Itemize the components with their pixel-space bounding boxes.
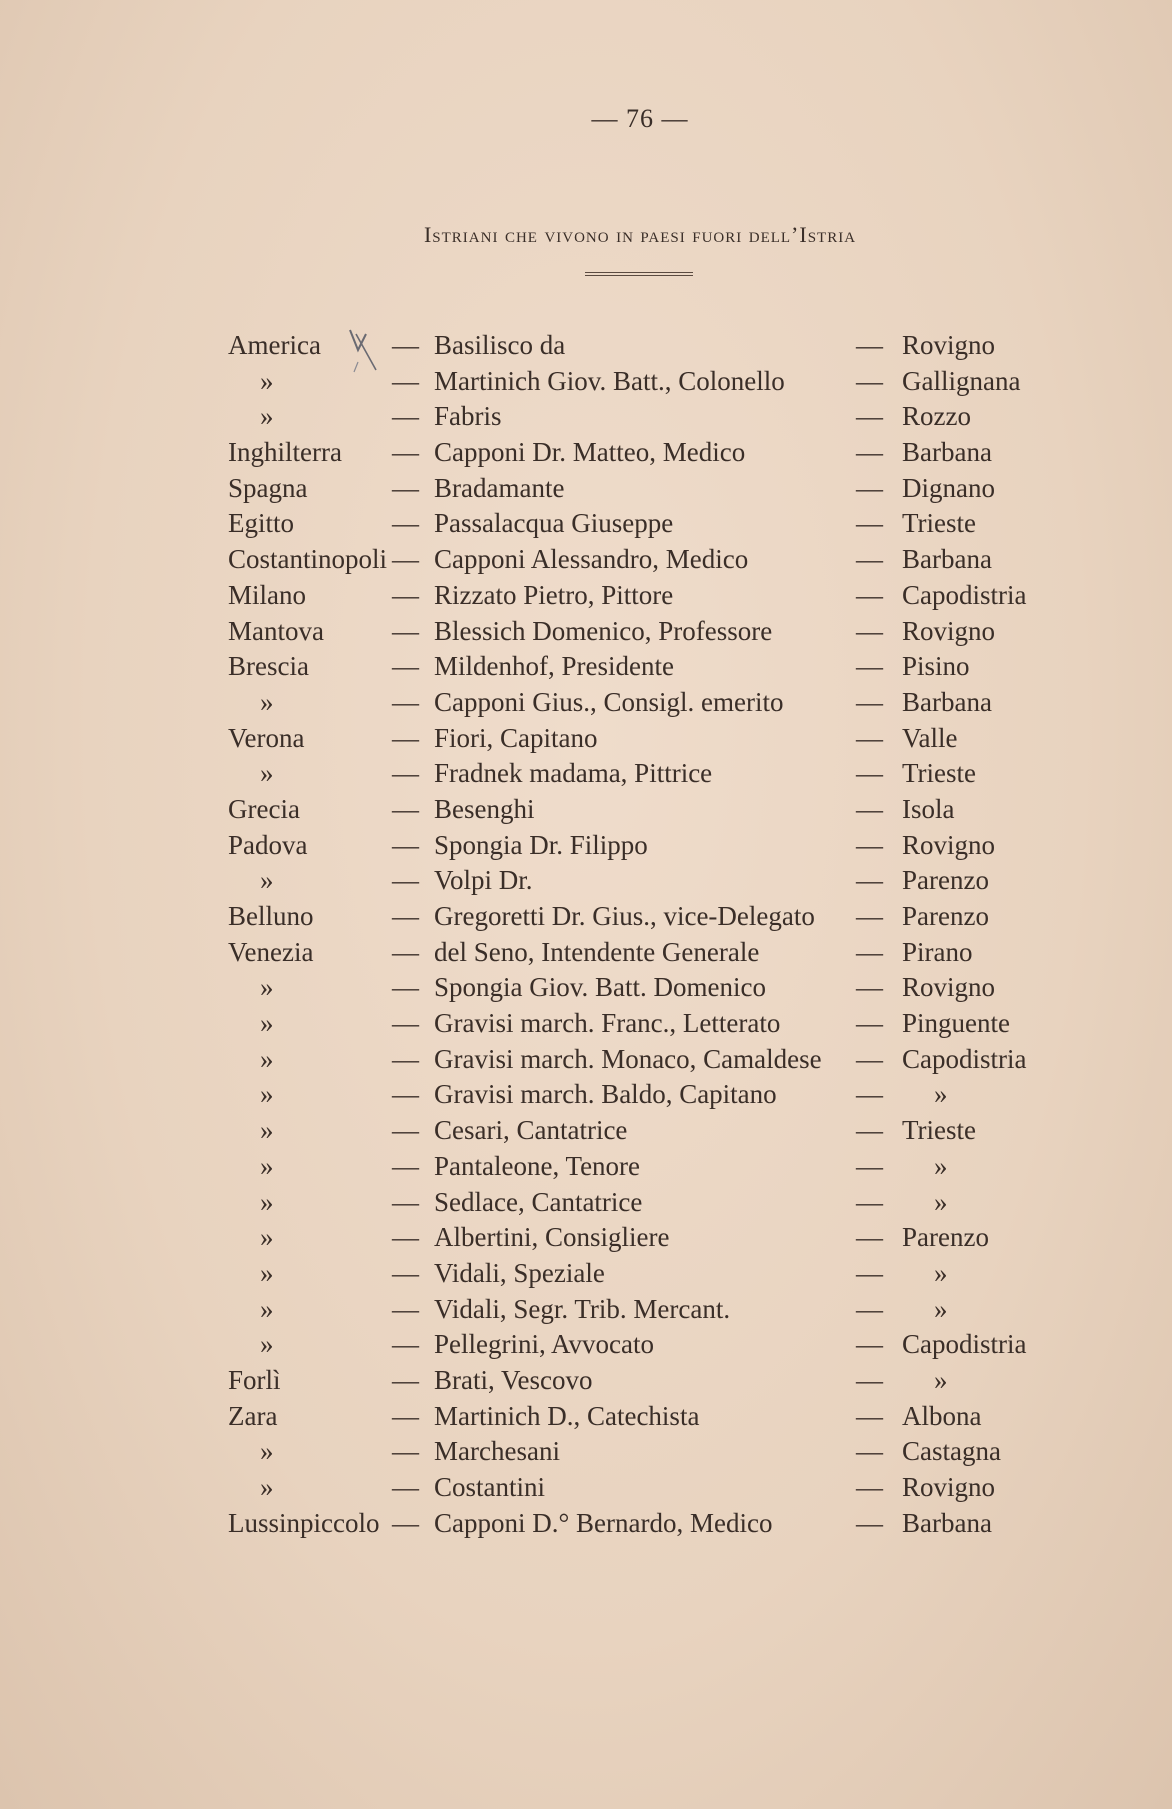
list-item bbox=[0, 435, 1172, 471]
list-item bbox=[0, 1185, 1172, 1221]
entry-dash: — bbox=[856, 1507, 883, 1538]
entry-place: Egitto bbox=[228, 508, 294, 539]
entry-origin: Barbana bbox=[902, 437, 992, 468]
list-item bbox=[0, 828, 1172, 864]
entry-dash: — bbox=[856, 972, 883, 1003]
entry-origin: Trieste bbox=[902, 508, 977, 539]
entry-place: Grecia bbox=[228, 793, 300, 824]
entry-dash: — bbox=[856, 1115, 883, 1146]
entry-origin: Rovigno bbox=[902, 1472, 996, 1502]
entry-person: Fradnek madama, Pittrice bbox=[434, 758, 713, 789]
entry-person: Blessich Domenico, Professore bbox=[434, 615, 773, 646]
entry-place: » bbox=[260, 865, 274, 896]
entry-person: Basilisco da bbox=[434, 330, 566, 360]
entry-person: Bradamante bbox=[434, 472, 565, 503]
entry-origin: » bbox=[934, 1257, 948, 1288]
entry-origin: Trieste bbox=[902, 1115, 977, 1146]
entry-place: Inghilterra bbox=[228, 437, 342, 468]
entry-dash: — bbox=[856, 615, 883, 646]
entry-dash: — bbox=[392, 1364, 419, 1395]
entry-place: » bbox=[260, 1043, 274, 1074]
entry-place: » bbox=[260, 401, 274, 432]
entry-origin: Rovigno bbox=[902, 829, 996, 860]
entry-place: » bbox=[260, 1186, 274, 1217]
list-item bbox=[0, 1292, 1172, 1328]
entry-origin: Castagna bbox=[902, 1436, 1001, 1467]
entry-origin: Pinguente bbox=[902, 1008, 1010, 1039]
list-item bbox=[0, 935, 1172, 971]
list-item bbox=[0, 364, 1172, 400]
entry-dash: — bbox=[392, 579, 419, 610]
list-item bbox=[0, 506, 1172, 542]
entry-person: Cesari, Cantatrice bbox=[434, 1115, 628, 1146]
entry-dash: — bbox=[856, 472, 883, 503]
entry-person: Gravisi march. Franc., Letterato bbox=[434, 1008, 781, 1039]
entry-origin: Capodistria bbox=[902, 1329, 1027, 1360]
entry-dash: — bbox=[392, 1329, 419, 1360]
entry-place: » bbox=[260, 1222, 274, 1253]
entry-person: Vidali, Segr. Trib. Mercant. bbox=[434, 1293, 731, 1324]
entry-origin: Parenzo bbox=[902, 1222, 989, 1253]
entry-dash: — bbox=[856, 1364, 883, 1395]
entry-place: » bbox=[260, 1008, 274, 1039]
entry-dash: — bbox=[392, 1472, 419, 1502]
entry-person: Capponi Dr. Matteo, Medico bbox=[434, 437, 746, 468]
entry-dash: — bbox=[856, 651, 883, 682]
entry-dash: — bbox=[392, 615, 419, 646]
list-item bbox=[0, 578, 1172, 614]
entry-dash: — bbox=[856, 1293, 883, 1324]
list-item bbox=[0, 542, 1172, 578]
list-item bbox=[0, 1220, 1172, 1256]
entry-place: Verona bbox=[228, 722, 305, 753]
entry-dash: — bbox=[392, 1257, 419, 1288]
entry-person: Gravisi march. Monaco, Camaldese bbox=[434, 1043, 822, 1074]
entry-dash: — bbox=[856, 579, 883, 610]
entry-origin: » bbox=[934, 1150, 948, 1181]
section-heading-text: Istriani che vivono in paesi fuori dell’Istria bbox=[423, 222, 857, 247]
entry-dash: — bbox=[392, 1400, 419, 1431]
entry-dash: — bbox=[392, 1507, 419, 1538]
entry-dash: — bbox=[392, 686, 419, 717]
entry-place: Lussinpiccolo bbox=[228, 1507, 380, 1538]
entry-dash: — bbox=[856, 793, 883, 824]
entry-place: Padova bbox=[228, 829, 308, 860]
entry-dash: — bbox=[392, 793, 419, 824]
entry-dash: — bbox=[392, 1079, 419, 1110]
entry-place: Costantinopoli bbox=[228, 544, 388, 575]
entry-origin: Barbana bbox=[902, 1507, 992, 1538]
entry-person: Besenghi bbox=[434, 793, 535, 824]
entry-person: Fabris bbox=[434, 401, 502, 432]
list-item bbox=[0, 863, 1172, 899]
entry-place: » bbox=[260, 1472, 274, 1502]
entry-dash: — bbox=[856, 1043, 883, 1074]
entry-dash: — bbox=[856, 1257, 883, 1288]
entry-dash: — bbox=[856, 1150, 883, 1181]
entry-place: Spagna bbox=[228, 472, 308, 503]
entry-dash: — bbox=[392, 330, 419, 360]
entry-dash: — bbox=[856, 437, 883, 468]
entry-place: Belluno bbox=[228, 901, 314, 931]
entry-person: Albertini, Consigliere bbox=[434, 1222, 670, 1253]
entry-person: Capponi Gius., Consigl. emerito bbox=[434, 686, 784, 717]
entry-dash: — bbox=[856, 330, 883, 360]
entry-person: Pantaleone, Tenore bbox=[434, 1150, 641, 1181]
list-item bbox=[0, 1006, 1172, 1042]
entry-dash: — bbox=[856, 936, 883, 967]
entry-dash: — bbox=[392, 1436, 419, 1467]
entry-dash: — bbox=[392, 758, 419, 789]
entry-place: » bbox=[260, 686, 274, 717]
list-item bbox=[0, 1256, 1172, 1292]
entry-dash: — bbox=[856, 901, 883, 931]
list-item bbox=[0, 970, 1172, 1006]
entry-origin: » bbox=[934, 1364, 948, 1395]
list-item bbox=[0, 1113, 1172, 1149]
entry-origin: Pisino bbox=[902, 651, 970, 682]
list-item bbox=[0, 1470, 1172, 1506]
entry-place: Milano bbox=[228, 579, 306, 610]
entry-dash: — bbox=[392, 472, 419, 503]
entry-origin: Rovigno bbox=[902, 972, 996, 1003]
entry-place: » bbox=[260, 758, 274, 789]
entry-dash: — bbox=[856, 1436, 883, 1467]
entry-origin: Isola bbox=[902, 793, 955, 824]
entry-dash: — bbox=[392, 365, 419, 396]
entry-dash: — bbox=[856, 1186, 883, 1217]
entry-origin: Trieste bbox=[902, 758, 977, 789]
entry-place: » bbox=[260, 1293, 274, 1324]
entry-origin: Parenzo bbox=[902, 901, 989, 931]
list-item bbox=[0, 685, 1172, 721]
entry-dash: — bbox=[392, 508, 419, 539]
entry-dash: — bbox=[392, 1222, 419, 1253]
entry-place: » bbox=[260, 1079, 274, 1110]
entry-place: » bbox=[260, 1329, 274, 1360]
entry-dash: — bbox=[856, 508, 883, 539]
entry-person: Fiori, Capitano bbox=[434, 722, 598, 753]
entry-origin: Capodistria bbox=[902, 579, 1027, 610]
list-item bbox=[0, 721, 1172, 757]
entry-person: Martinich D., Catechista bbox=[434, 1400, 700, 1431]
entry-dash: — bbox=[392, 401, 419, 432]
list-item bbox=[0, 1399, 1172, 1435]
list-item bbox=[0, 1506, 1172, 1542]
list-item bbox=[0, 1327, 1172, 1363]
entry-dash: — bbox=[392, 829, 419, 860]
entry-place: » bbox=[260, 1115, 274, 1146]
entry-place: » bbox=[260, 365, 274, 396]
list-item bbox=[0, 614, 1172, 650]
heading-divider bbox=[585, 272, 693, 276]
entry-person: Passalacqua Giuseppe bbox=[434, 508, 674, 539]
entry-person: Gregoretti Dr. Gius., vice-Delegato bbox=[434, 901, 815, 931]
list-item bbox=[0, 399, 1172, 435]
list-item bbox=[0, 792, 1172, 828]
entry-place: » bbox=[260, 1436, 274, 1467]
list-item bbox=[0, 1042, 1172, 1078]
entry-dash: — bbox=[392, 972, 419, 1003]
entry-dash: — bbox=[856, 1222, 883, 1253]
entry-person: Marchesani bbox=[434, 1436, 560, 1467]
entry-dash: — bbox=[856, 1329, 883, 1360]
entry-place: Brescia bbox=[228, 651, 309, 682]
entry-dash: — bbox=[392, 722, 419, 753]
entry-origin: Barbana bbox=[902, 544, 992, 575]
entry-dash: — bbox=[856, 1079, 883, 1110]
entry-origin: Valle bbox=[902, 722, 958, 753]
entry-dash: — bbox=[856, 865, 883, 896]
entry-dash: — bbox=[856, 1008, 883, 1039]
entry-place: Mantova bbox=[228, 615, 324, 646]
entry-dash: — bbox=[856, 686, 883, 717]
entry-person: Brati, Vescovo bbox=[434, 1364, 593, 1395]
entry-origin: Parenzo bbox=[902, 865, 989, 896]
entry-origin: » bbox=[934, 1079, 948, 1110]
entry-dash: — bbox=[856, 829, 883, 860]
entry-origin: » bbox=[934, 1293, 948, 1324]
entry-origin: Albona bbox=[902, 1400, 982, 1431]
entry-person: Capponi D.° Bernardo, Medico bbox=[434, 1507, 773, 1538]
entry-person: Mildenhof, Presidente bbox=[434, 651, 674, 682]
entry-place: » bbox=[260, 1257, 274, 1288]
list-item bbox=[0, 756, 1172, 792]
entry-dash: — bbox=[392, 1186, 419, 1217]
entry-place: Zara bbox=[228, 1400, 278, 1431]
entry-dash: — bbox=[392, 936, 419, 967]
list-item bbox=[0, 328, 1172, 364]
entry-dash: — bbox=[392, 651, 419, 682]
list-item bbox=[0, 1434, 1172, 1470]
entry-dash: — bbox=[392, 544, 419, 575]
entry-dash: — bbox=[856, 401, 883, 432]
entry-dash: — bbox=[856, 1472, 883, 1502]
entry-dash: — bbox=[392, 437, 419, 468]
entry-origin: Rozzo bbox=[902, 401, 971, 432]
entry-person: Costantini bbox=[434, 1472, 546, 1502]
entry-person: Vidali, Speziale bbox=[434, 1257, 605, 1288]
entry-person: Rizzato Pietro, Pittore bbox=[434, 579, 674, 610]
list-item bbox=[0, 649, 1172, 685]
list-item bbox=[0, 899, 1172, 935]
entry-person: Spongia Giov. Batt. Domenico bbox=[434, 972, 766, 1003]
section-heading bbox=[0, 222, 1172, 248]
entry-place: » bbox=[260, 1150, 274, 1181]
entry-dash: — bbox=[856, 544, 883, 575]
entry-place: Venezia bbox=[228, 936, 314, 967]
entry-person: Spongia Dr. Filippo bbox=[434, 829, 648, 860]
entry-person: Sedlace, Cantatrice bbox=[434, 1186, 643, 1217]
list-item bbox=[0, 1363, 1172, 1399]
page-number: — 76 — bbox=[591, 104, 689, 133]
entry-dash: — bbox=[392, 901, 419, 931]
entry-dash: — bbox=[392, 865, 419, 896]
entry-person: Martinich Giov. Batt., Colonello bbox=[434, 365, 785, 396]
entry-person: del Seno, Intendente Generale bbox=[434, 936, 760, 967]
entry-place: » bbox=[260, 972, 274, 1003]
entry-origin: Rovigno bbox=[902, 615, 996, 646]
entry-origin: Pirano bbox=[902, 936, 973, 967]
entry-dash: — bbox=[856, 365, 883, 396]
entry-dash: — bbox=[392, 1293, 419, 1324]
entry-dash: — bbox=[856, 758, 883, 789]
entry-origin: Barbana bbox=[902, 686, 992, 717]
entry-place: Forlì bbox=[228, 1364, 281, 1395]
entry-place: America bbox=[228, 330, 321, 360]
entry-origin: Rovigno bbox=[902, 330, 996, 360]
entries-list bbox=[0, 328, 1172, 1541]
entry-dash: — bbox=[392, 1043, 419, 1074]
entry-dash: — bbox=[856, 722, 883, 753]
list-item bbox=[0, 471, 1172, 507]
entry-person: Gravisi march. Baldo, Capitano bbox=[434, 1079, 777, 1110]
entry-person: Volpi Dr. bbox=[434, 865, 533, 896]
entry-origin: » bbox=[934, 1186, 948, 1217]
list-item bbox=[0, 1077, 1172, 1113]
entry-origin: Capodistria bbox=[902, 1043, 1027, 1074]
entry-person: Capponi Alessandro, Medico bbox=[434, 544, 749, 575]
entry-dash: — bbox=[392, 1150, 419, 1181]
entry-origin: Dignano bbox=[902, 472, 995, 503]
entry-origin: Gallignana bbox=[902, 365, 1021, 396]
entry-dash: — bbox=[392, 1008, 419, 1039]
entry-person: Pellegrini, Avvocato bbox=[434, 1329, 654, 1360]
entry-dash: — bbox=[856, 1400, 883, 1431]
list-item bbox=[0, 1149, 1172, 1185]
entry-dash: — bbox=[392, 1115, 419, 1146]
